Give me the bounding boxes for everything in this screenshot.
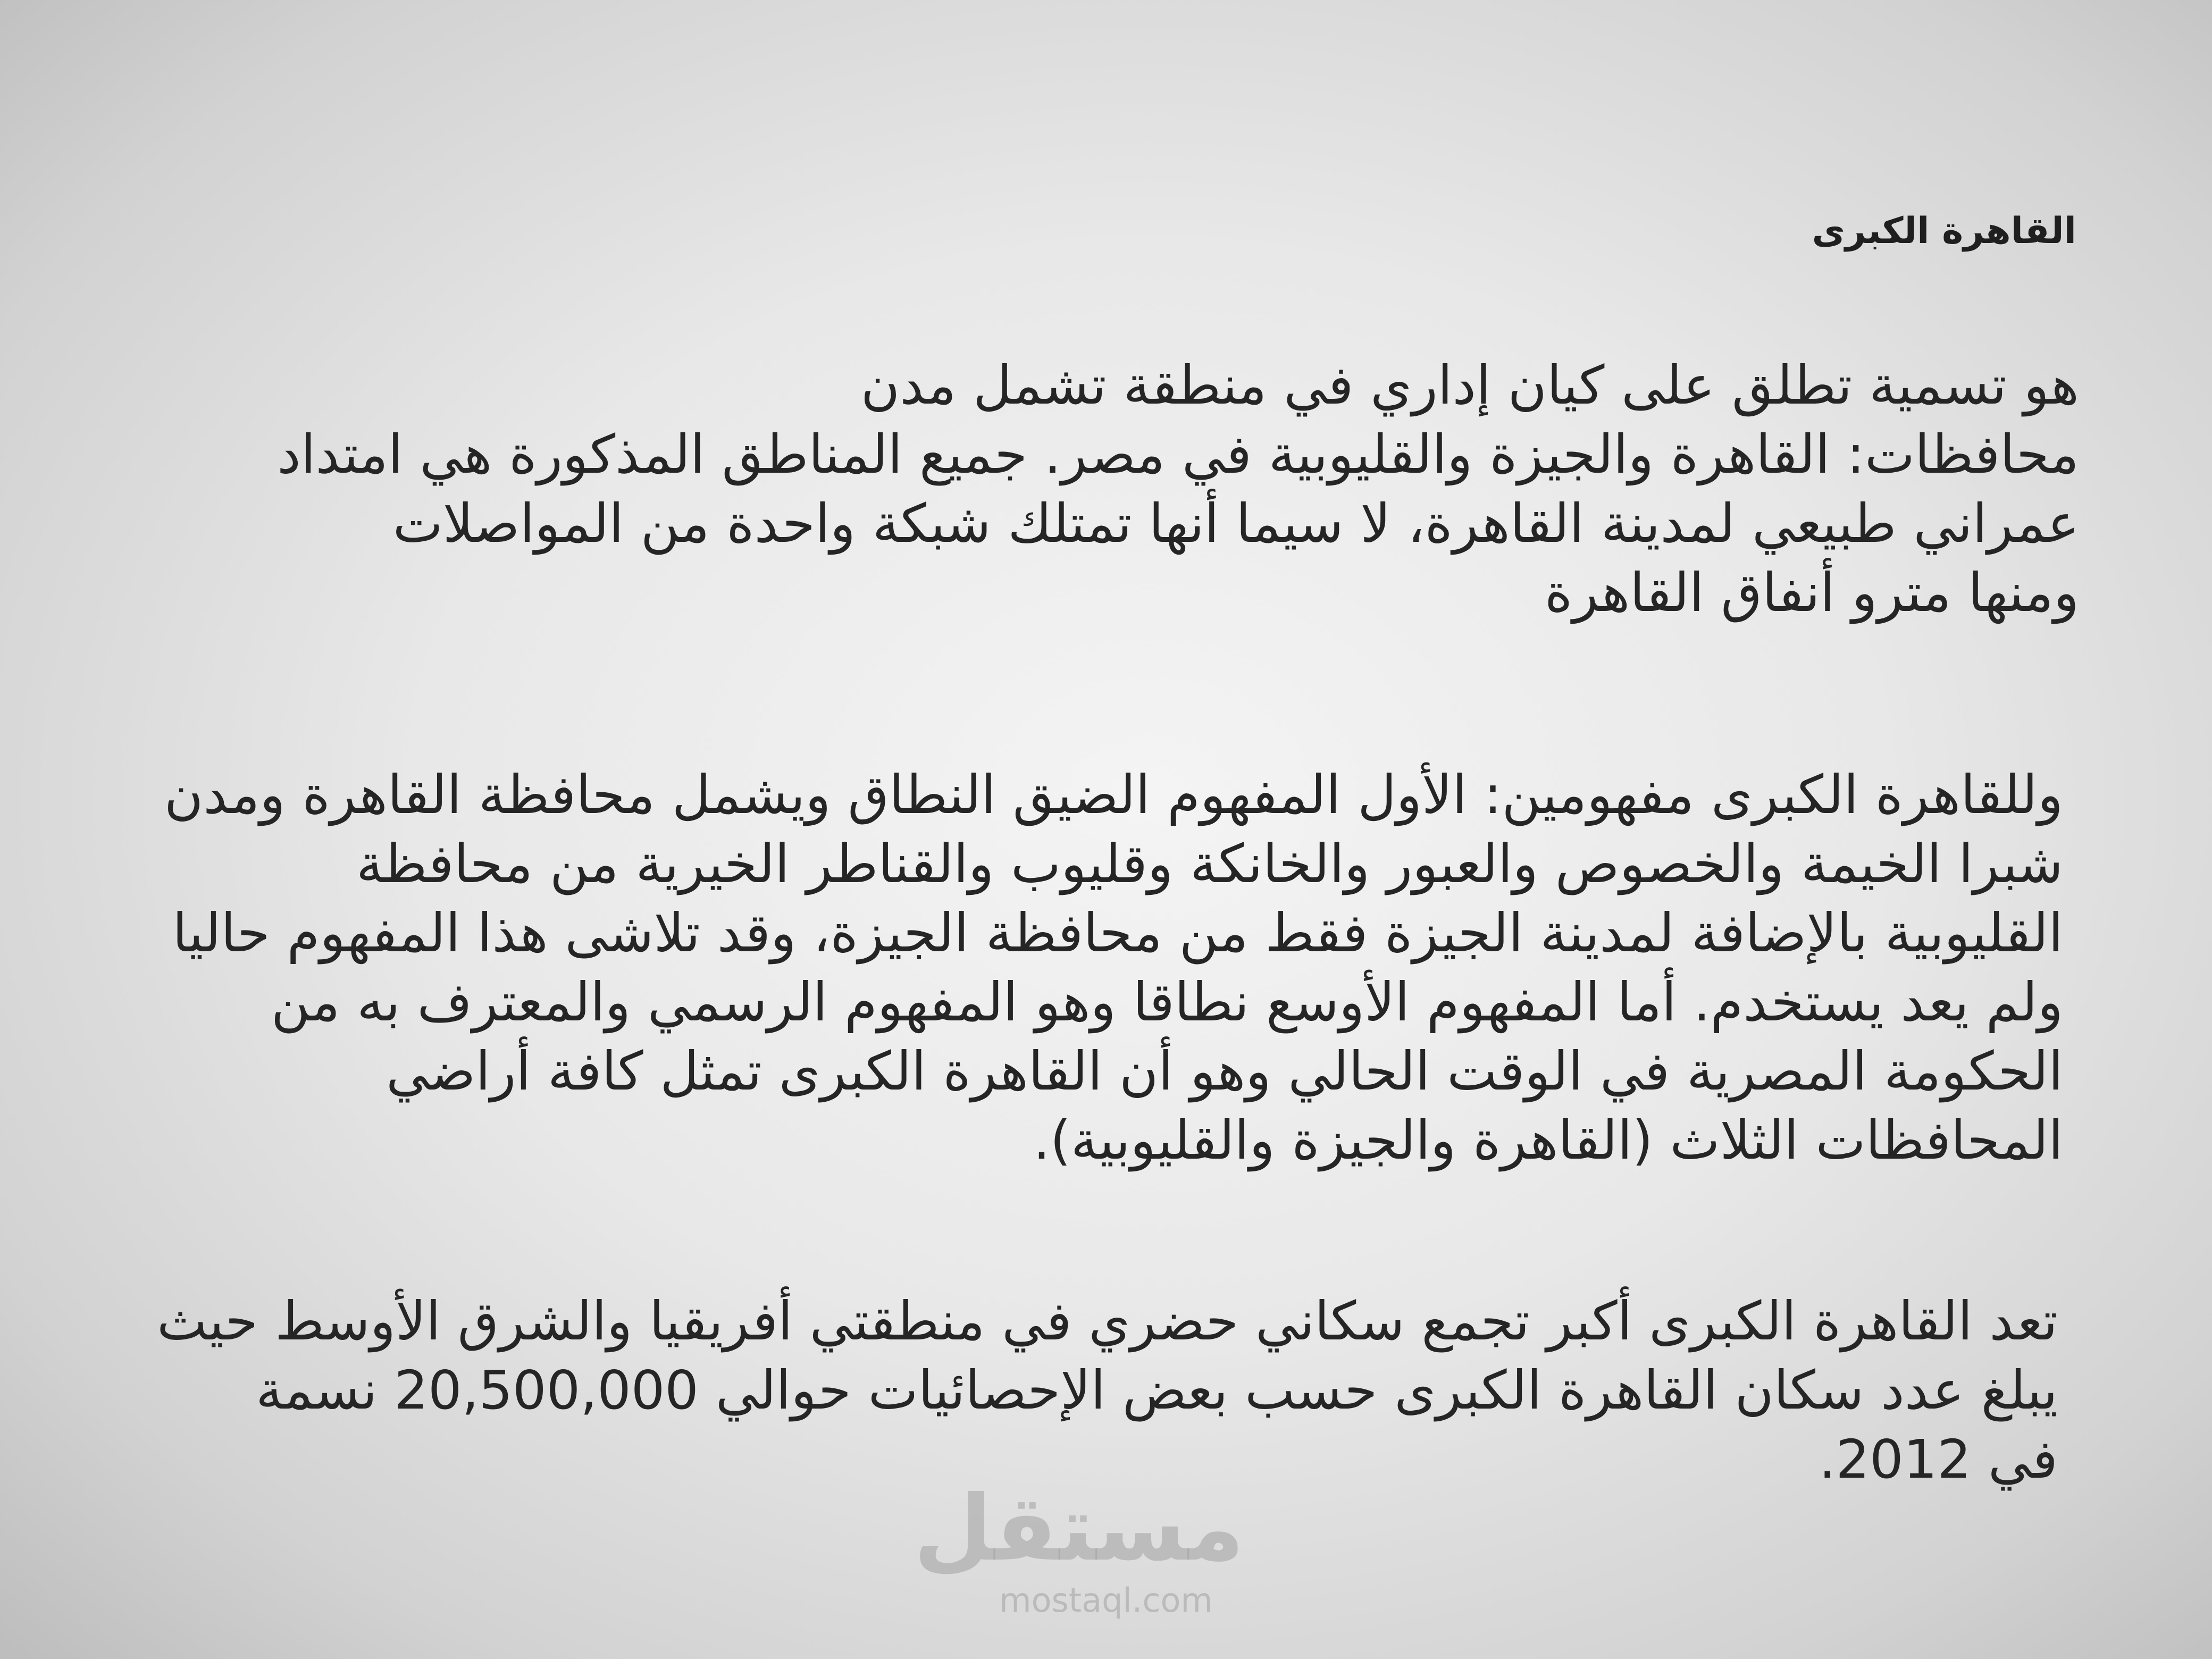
- paragraph-line: ومنها مترو أنفاق القاهرة: [1544, 562, 2079, 624]
- paragraph-line: في 2012.: [1819, 1428, 2058, 1490]
- paragraph-line: ولم يعد يستخدم. أما المفهوم الأوسع نطاقا وهو المفهوم الرسمي والمعترف به من: [271, 971, 2063, 1033]
- paragraph-line: محافظات: القاهرة والجيزة والقليوبية في مصر. جميع المناطق المذكورة هي امتداد: [277, 423, 2079, 485]
- paragraph-line: تعد القاهرة الكبرى أكبر تجمع سكاني حضري في منطقتي أفريقيا والشرق الأوسط حيث: [157, 1290, 2058, 1352]
- paragraph-line: الحكومة المصرية في الوقت الحالي وهو أن القاهرة الكبرى تمثل كافة أراضي: [386, 1040, 2063, 1102]
- paragraph-2: [16, 760, 2063, 1175]
- paragraph-1: [112, 351, 2079, 627]
- paragraph-line: عمراني طبيعي لمدينة القاهرة، لا سيما أنها تمتلك شبكة واحدة من المواصلات: [392, 492, 2079, 555]
- watermark-logo: مستقل: [914, 1476, 1244, 1581]
- paragraph-line: شبرا الخيمة والخصوص والعبور والخانكة وقليوب والقناطر الخيرية من محافظة: [356, 833, 2063, 895]
- mostaql-watermark: [914, 1476, 1244, 1622]
- watermark-site: mostaql.com: [999, 1581, 1213, 1620]
- paragraph-line: وللقاهرة الكبرى مفهومين: الأول المفهوم الضيق النطاق ويشمل محافظة القاهرة ومدن: [164, 764, 2063, 826]
- document-title: القاهرة الكبرى: [1812, 210, 2076, 252]
- paragraph-line: القليوبية بالإضافة لمدينة الجيزة فقط من محافظة الجيزة، وقد تلاشى هذا المفهوم حاليا: [172, 902, 2063, 964]
- paragraph-line: المحافظات الثلاث (القاهرة والجيزة والقليوبية).: [1033, 1109, 2063, 1171]
- paragraph-3: [11, 1287, 2058, 1494]
- paragraph-line: هو تسمية تطلق على كيان إداري في منطقة تشمل مدن: [860, 354, 2079, 416]
- paragraph-line: يبلغ عدد سكان القاهرة الكبرى حسب بعض الإحصائيات حوالي 20,500,000 نسمة: [256, 1359, 2058, 1421]
